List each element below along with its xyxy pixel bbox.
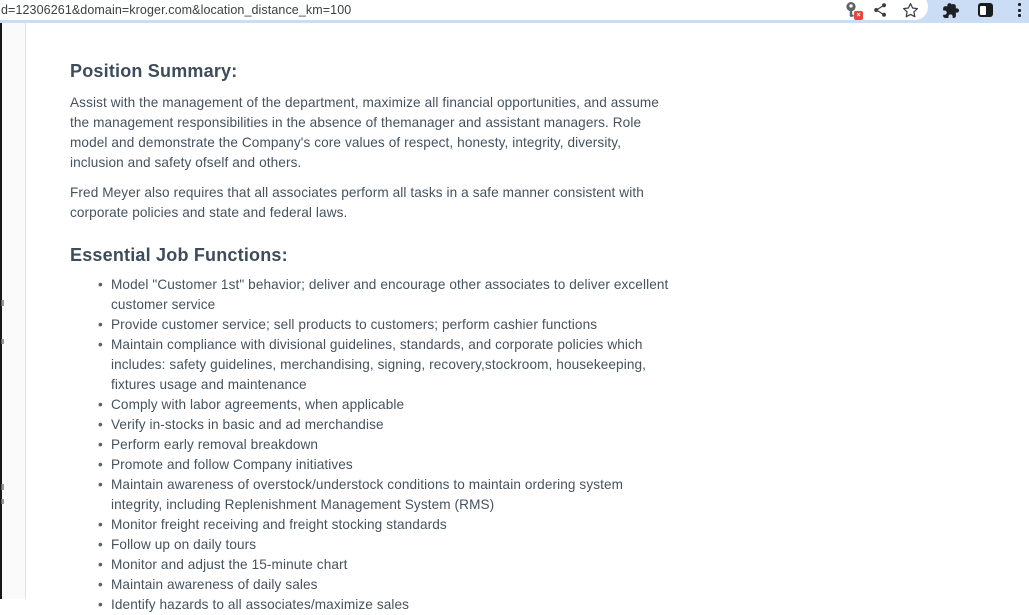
error-badge-icon: × <box>854 11 863 20</box>
bookmark-star-icon[interactable] <box>902 2 920 20</box>
clipped-edge-artifact <box>1 339 4 344</box>
list-item <box>70 315 672 335</box>
essential-functions-heading: Essential Job Functions: <box>70 245 288 265</box>
list-item-text: Identify hazards to all associates/maximize sales <box>111 597 410 612</box>
essential-functions-list <box>70 275 672 615</box>
list-item <box>70 515 672 535</box>
position-summary-heading: Position Summary: <box>70 61 238 81</box>
clipped-edge-artifact <box>1 499 4 504</box>
list-item <box>70 395 672 415</box>
list-item <box>70 595 672 615</box>
bullet-icon: • <box>98 517 103 532</box>
list-item <box>70 275 672 315</box>
bullet-icon: • <box>98 597 103 612</box>
list-item-text: Comply with labor agreements, when applicable <box>111 397 405 412</box>
list-item-text: Maintain awareness of daily sales <box>111 577 318 592</box>
list-item-text: Monitor and adjust the 15-minute chart <box>111 557 348 572</box>
bullet-icon: • <box>98 457 103 472</box>
list-item <box>70 435 672 455</box>
list-item <box>70 575 672 595</box>
window-edge-line <box>0 23 2 599</box>
share-icon[interactable] <box>872 2 890 20</box>
bullet-icon: • <box>98 557 103 572</box>
list-item-text: Follow up on daily tours <box>111 537 257 552</box>
list-item <box>70 475 672 515</box>
bullet-icon: • <box>98 417 103 432</box>
clipped-edge-artifact <box>1 300 4 306</box>
list-item-text: Model "Customer 1st" behavior; deliver and encourage other associates to deliver excellent customer service <box>111 277 669 312</box>
password-key-icon[interactable] <box>842 1 860 19</box>
browser-toolbar <box>0 0 1029 23</box>
clipped-edge-artifact <box>1 484 4 490</box>
position-summary-paragraph-1: Assist with the management of the department, maximize all financial opportunities, and assume the management responsibilities in the absence of themanager and assistant managers. Role model and demonstrate the Company's core values of respect, honesty, integrity, diversity, inclusion and safety ofself and others. <box>70 95 659 170</box>
job-description-page <box>27 23 1029 612</box>
extensions-puzzle-icon[interactable] <box>941 2 959 20</box>
list-item-text: Provide customer service; sell products to customers; perform cashier functions <box>111 317 598 332</box>
bullet-icon: • <box>98 477 103 492</box>
bullet-icon: • <box>98 317 103 332</box>
list-item-text: Verify in-stocks in basic and ad merchandise <box>111 417 384 432</box>
job-description-article <box>27 23 1029 615</box>
list-item <box>70 415 672 435</box>
list-item-text: Maintain awareness of overstock/understock conditions to maintain ordering system integrity, including Replenishment Management System (RMS) <box>111 477 624 512</box>
bullet-icon: • <box>98 337 103 352</box>
bullet-icon: • <box>98 277 103 292</box>
list-item-text: Promote and follow Company initiatives <box>111 457 353 472</box>
url-text[interactable]: d=12306261&domain=kroger.com&location_distance_km=100 <box>1 3 352 17</box>
list-item <box>70 455 672 475</box>
list-item-text: Perform early removal breakdown <box>111 437 319 452</box>
bullet-icon: • <box>98 397 103 412</box>
position-summary-paragraph-2: Fred Meyer also requires that all associates perform all tasks in a safe manner consistent with corporate policies and state and federal laws. <box>70 185 644 220</box>
list-item-text: Monitor freight receiving and freight stocking standards <box>111 517 447 532</box>
left-edge-strip <box>0 23 26 599</box>
bullet-icon: • <box>98 577 103 592</box>
list-item <box>70 555 672 575</box>
list-item <box>70 335 672 395</box>
side-panel-icon[interactable] <box>976 1 994 19</box>
list-item <box>70 535 672 555</box>
browser-menu-icon[interactable] <box>1010 1 1028 19</box>
bullet-icon: • <box>98 437 103 452</box>
bullet-icon: • <box>98 537 103 552</box>
list-item-text: Maintain compliance with divisional guidelines, standards, and corporate policies which includes: safety guidelines, merchandising, signing, recovery,stockroom, housekeeping, fixtures usage and maintenance <box>111 337 647 392</box>
